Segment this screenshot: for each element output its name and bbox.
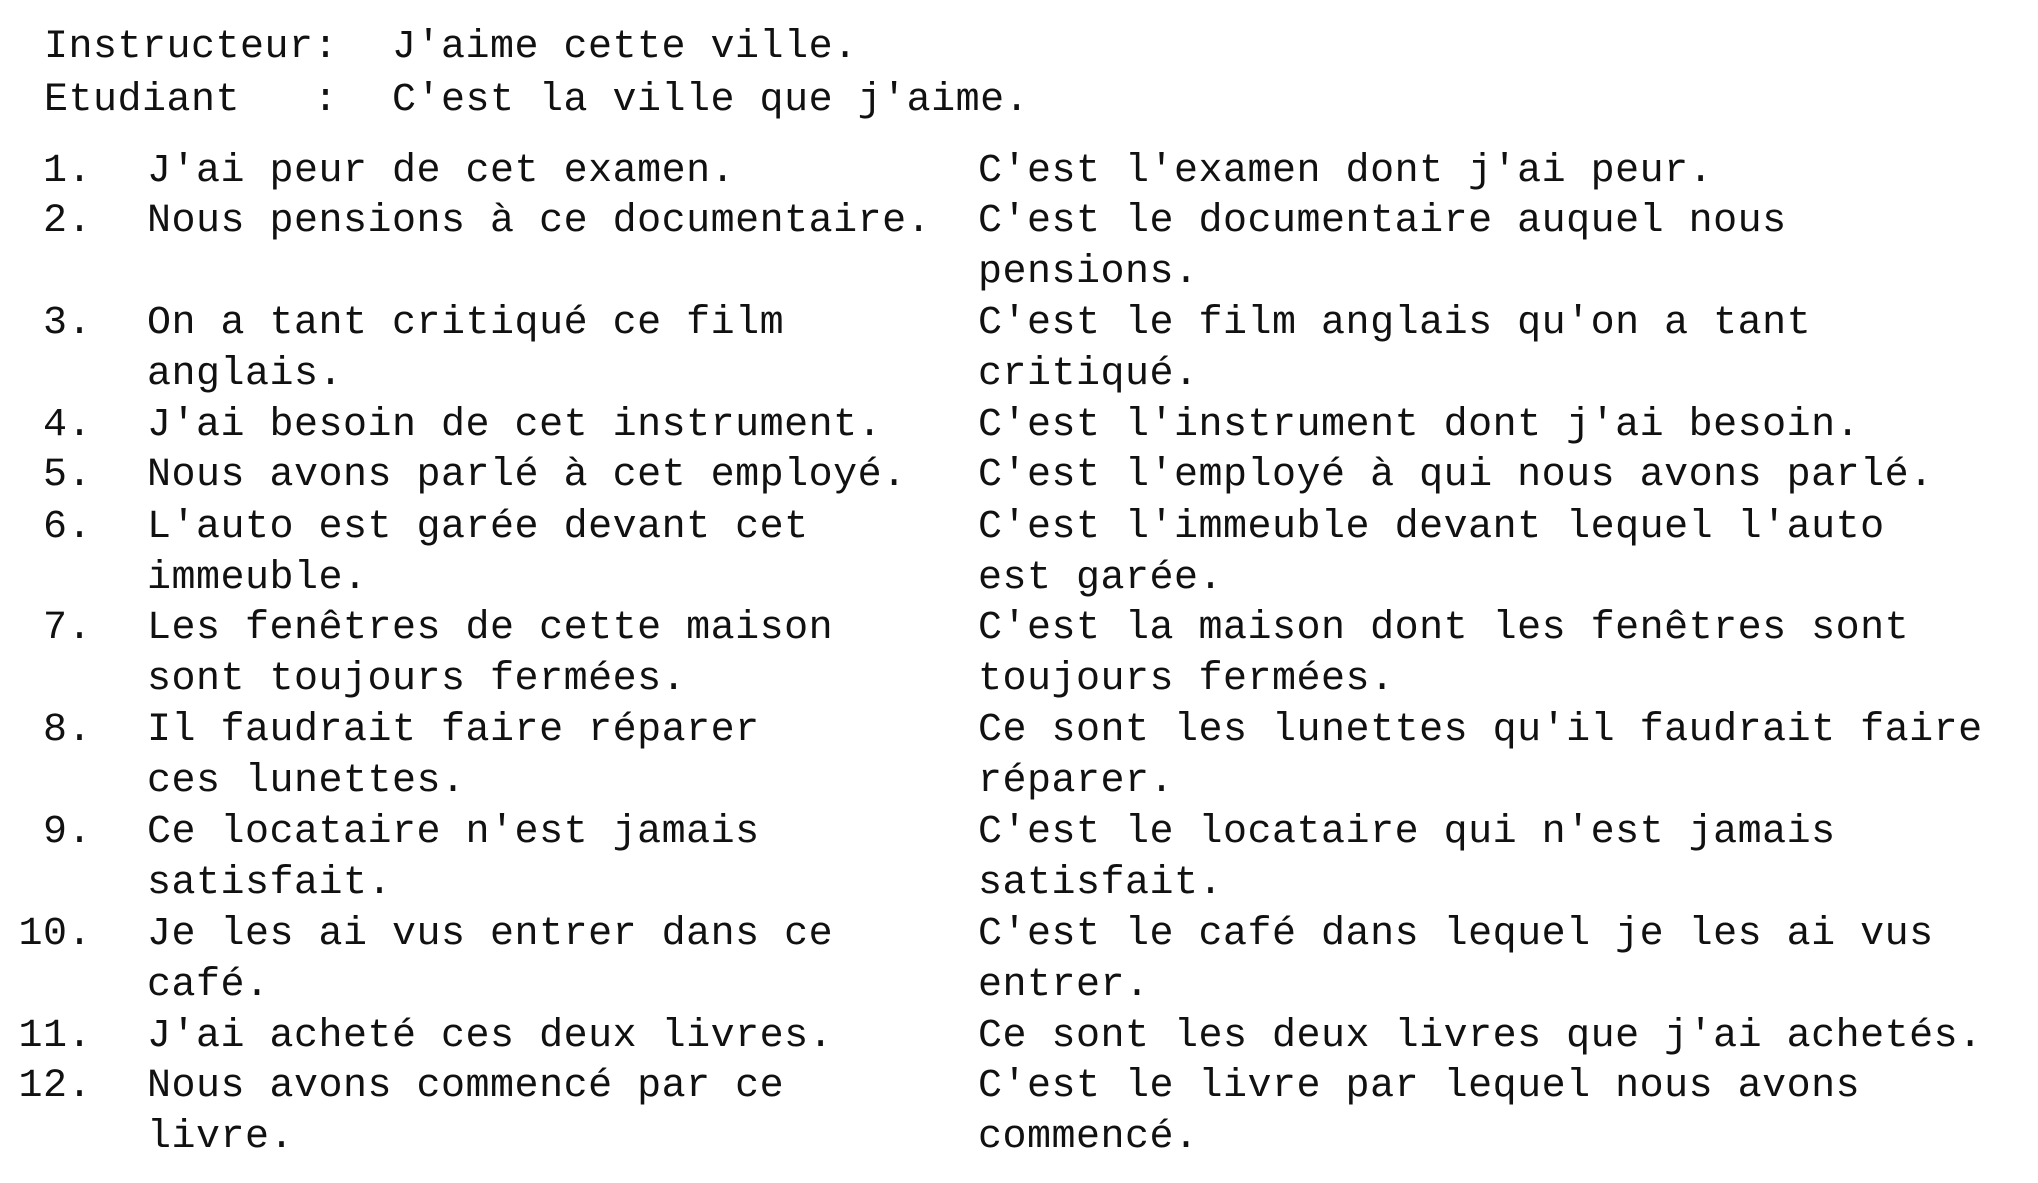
answer-line: C'est le café dans lequel je les ai vus: [978, 912, 1934, 957]
answer-line: pensions.: [978, 250, 1199, 295]
item-number: 1.: [42, 149, 92, 194]
prompt-sentence: [147, 705, 967, 807]
answer-line: C'est le livre par lequel nous avons: [978, 1064, 1861, 1109]
prompt-sentence: [147, 909, 967, 1011]
student-label: Etudiant :: [44, 78, 339, 123]
answer-line: est garée.: [978, 556, 1224, 601]
answer-line: C'est le locataire qui n'est jamais: [978, 810, 1836, 855]
prompt-line: Les fenêtres de cette maison: [147, 606, 834, 651]
item-number: 12.: [18, 1064, 92, 1109]
answer-line: réparer.: [978, 759, 1175, 804]
prompt-line: Nous avons commencé par ce: [147, 1064, 785, 1109]
prompt-line: immeuble.: [147, 556, 368, 601]
item-number: 11.: [18, 1014, 92, 1059]
prompt-line: Nous avons parlé à cet employé.: [147, 453, 907, 498]
item-number: 6.: [42, 505, 92, 550]
answer-line: toujours fermées.: [978, 657, 1395, 702]
prompt-line: J'ai peur de cet examen.: [147, 149, 736, 194]
prompt-line: Je les ai vus entrer dans ce: [147, 912, 834, 957]
answer-line: commencé.: [978, 1115, 1199, 1160]
answer-line: C'est la maison dont les fenêtres sont: [978, 606, 1910, 651]
prompt-line: sont toujours fermées.: [147, 657, 687, 702]
answer-line: entrer.: [978, 963, 1150, 1008]
item-number: 4.: [42, 403, 92, 448]
answer-sentence: [978, 807, 2028, 909]
prompt-line: L'auto est garée devant cet: [147, 505, 809, 550]
answer-line: critiqué.: [978, 352, 1199, 397]
prompt-line: J'ai acheté ces deux livres.: [147, 1014, 834, 1059]
instructor-sentence: J'aime cette ville.: [392, 25, 858, 70]
prompt-line: ces lunettes.: [147, 759, 466, 804]
prompt-sentence: [147, 450, 967, 501]
answer-line: C'est le documentaire auquel nous: [978, 199, 1787, 244]
answer-line: C'est l'instrument dont j'ai besoin.: [978, 403, 1861, 448]
item-number: 9.: [42, 810, 92, 855]
prompt-line: café.: [147, 963, 270, 1008]
answer-line: satisfait.: [978, 861, 1224, 906]
prompt-line: Nous pensions à ce documentaire.: [147, 199, 932, 244]
answer-sentence: [978, 450, 2028, 501]
answer-sentence: [978, 909, 2028, 1011]
prompt-sentence: [147, 298, 967, 400]
prompt-line: satisfait.: [147, 861, 393, 906]
item-number: 2.: [42, 199, 92, 244]
answer-line: Ce sont les lunettes qu'il faudrait faire: [978, 708, 1983, 753]
prompt-sentence: [147, 146, 967, 197]
prompt-sentence: [147, 400, 967, 451]
answer-sentence: [978, 603, 2028, 705]
answer-sentence: [978, 298, 2028, 400]
prompt-sentence: [147, 807, 967, 909]
answer-sentence: [978, 705, 2028, 807]
item-number: 10.: [18, 912, 92, 957]
prompt-line: Il faudrait faire réparer: [147, 708, 760, 753]
example-dialogue: [44, 22, 1029, 128]
answer-sentence: [978, 146, 2028, 197]
example-instructor-row: [44, 22, 1029, 75]
answer-sentence: [978, 1061, 2028, 1163]
item-number: 5.: [42, 453, 92, 498]
answer-line: C'est le film anglais qu'on a tant: [978, 301, 1812, 346]
answer-line: C'est l'immeuble devant lequel l'auto: [978, 505, 1885, 550]
example-student-row: [44, 75, 1029, 128]
item-number: 8.: [42, 708, 92, 753]
answer-sentence: [978, 196, 2028, 298]
prompt-line: J'ai besoin de cet instrument.: [147, 403, 883, 448]
answer-line: C'est l'examen dont j'ai peur.: [978, 149, 1714, 194]
prompt-line: anglais.: [147, 352, 344, 397]
prompt-line: livre.: [147, 1115, 295, 1160]
item-number: 3.: [42, 301, 92, 346]
prompt-sentence: [147, 502, 967, 604]
answer-sentence: [978, 1011, 2028, 1062]
answer-sentence: [978, 400, 2028, 451]
student-sentence: C'est la ville que j'aime.: [392, 78, 1030, 123]
answer-line: Ce sont les deux livres que j'ai achetés.: [978, 1014, 1983, 1059]
prompt-sentence: [147, 196, 967, 247]
prompt-line: On a tant critiqué ce film: [147, 301, 785, 346]
instructor-label: Instructeur:: [44, 25, 339, 70]
item-number: 7.: [42, 606, 92, 651]
prompt-sentence: [147, 1011, 967, 1062]
prompt-line: Ce locataire n'est jamais: [147, 810, 760, 855]
prompt-sentence: [147, 603, 967, 705]
answer-line: C'est l'employé à qui nous avons parlé.: [978, 453, 1934, 498]
prompt-sentence: [147, 1061, 967, 1163]
answer-sentence: [978, 502, 2028, 604]
